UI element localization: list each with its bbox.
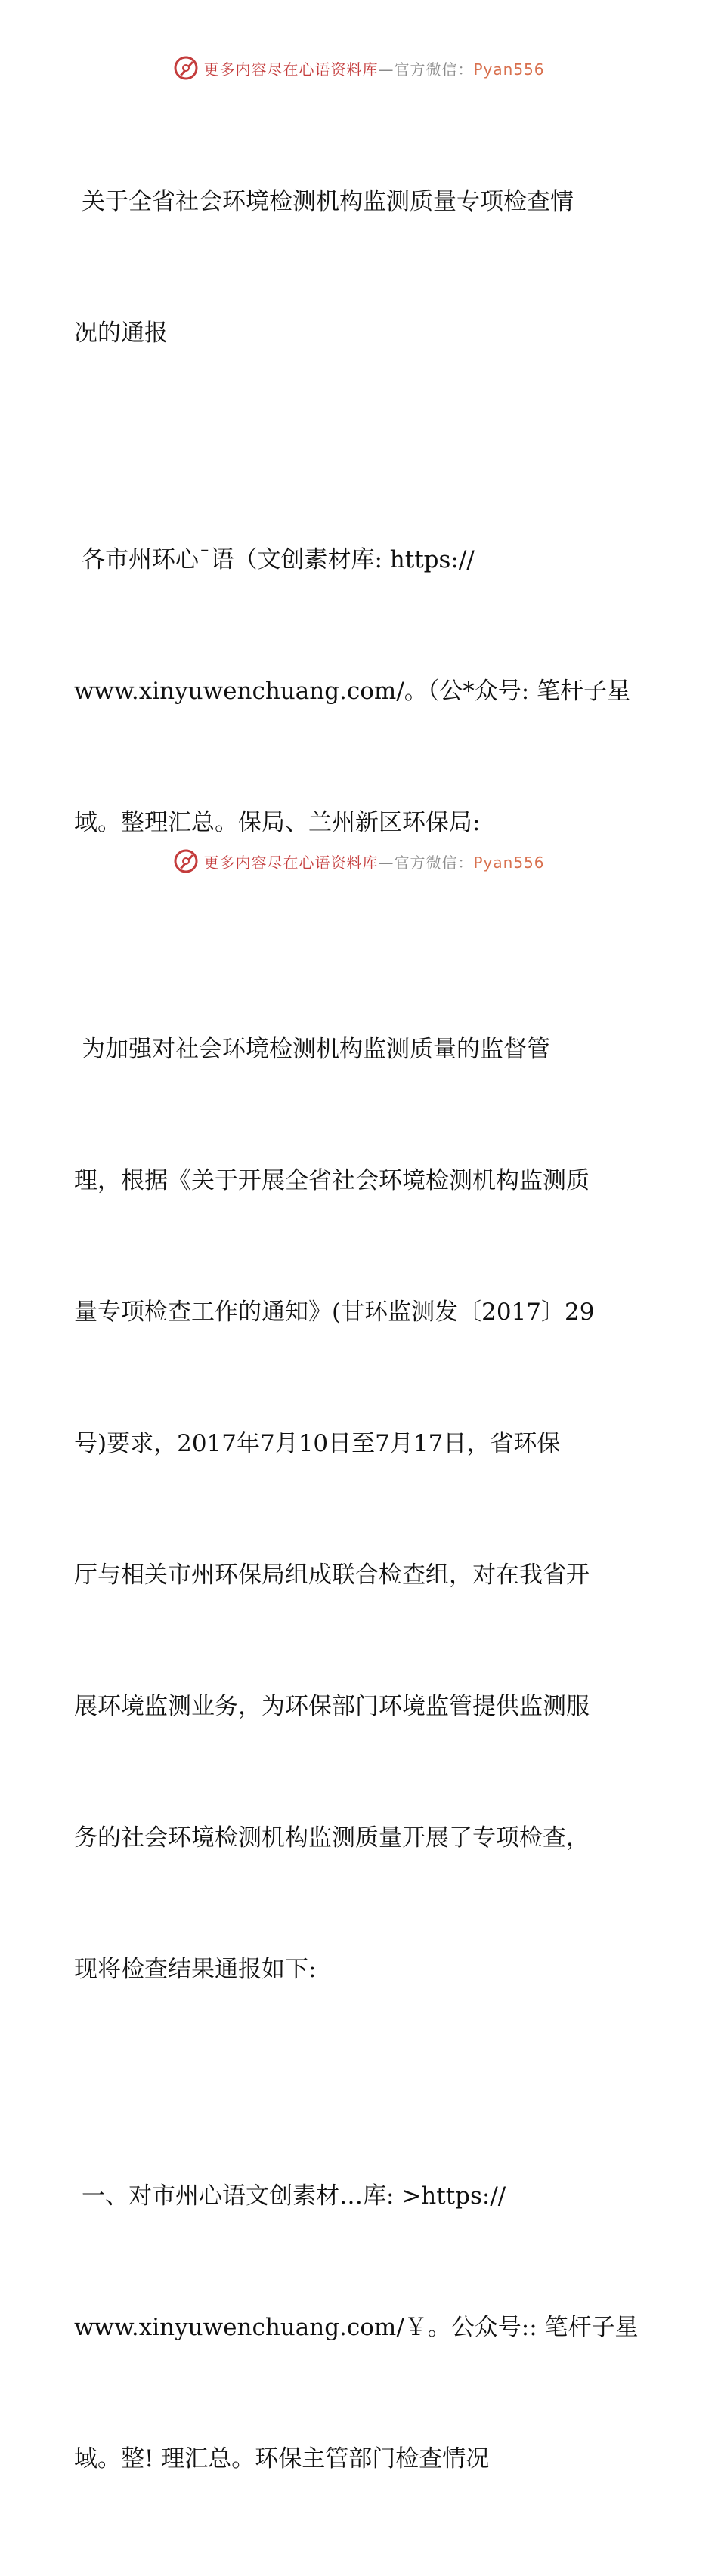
document-body <box>74 92 648 2576</box>
body-line: 现将检查结果通报如下: <box>74 1956 317 1983</box>
addressee-line: 域。整理汇总。保局、兰州新区环保局: <box>74 809 481 836</box>
body-line: 展环境监测业务，为环保部门环境监管提供监测服 <box>74 1693 590 1720</box>
body-line: 量专项检查工作的通知》(甘环监测发〔2017〕29 <box>74 1299 595 1326</box>
section-line: 域。整! 理汇总。环保主管部门检查情况 <box>74 2445 490 2473</box>
document-title <box>74 92 648 443</box>
body-line: 为加强对社会环境检测机构监测质量的监督管 <box>82 1036 550 1063</box>
header-banner <box>0 53 718 83</box>
footer-banner <box>0 846 718 876</box>
banner-main: 更多内容尽在心语资料库 <box>203 853 379 872</box>
banner-wechat-label: 官方微信： <box>394 853 474 872</box>
body-line: 理，根据《关于开展全省社会环境检测机构监测质 <box>74 1167 590 1194</box>
quill-logo-icon <box>173 848 199 874</box>
banner-text <box>203 851 544 873</box>
body-line: 务的社会环境检测机构监测质量开展了专项检查， <box>74 1824 590 1852</box>
banner-main: 更多内容尽在心语资料库 <box>203 60 379 79</box>
addressee-line: 各市州环心¯语（文创素材库: https:// <box>82 546 475 573</box>
banner-wechat-label: 官方微信： <box>394 60 474 79</box>
title-line: 况的通报 <box>74 320 168 347</box>
section-line: www.xinyuwenchuang.com/￥。公众号:: 笔杆子星 <box>74 2314 639 2341</box>
body-line: 厅与相关市州环保局组成联合检查组，对在我省开 <box>74 1561 590 1589</box>
banner-dash: — <box>378 853 395 872</box>
addressee-line: www.xinyuwenchuang.com/。（公*众号: 笔杆子星 <box>74 678 631 705</box>
body-paragraph <box>74 940 648 2079</box>
section-heading-paragraph <box>74 2086 648 2568</box>
banner-wechat-id: Pyan556 <box>473 853 545 872</box>
banner-dash: — <box>378 60 395 79</box>
body-line: 号)要求，2017年7月10日至7月17日，省环保 <box>74 1430 561 1457</box>
quill-logo-icon <box>173 55 199 81</box>
banner-text <box>203 57 544 79</box>
title-line: 关于全省社会环境检测机构监测质量专项检查情 <box>82 188 574 215</box>
banner-wechat-id: Pyan556 <box>473 60 545 79</box>
section-line: 一、对市州心语文创素材…库: >https:// <box>82 2182 506 2210</box>
